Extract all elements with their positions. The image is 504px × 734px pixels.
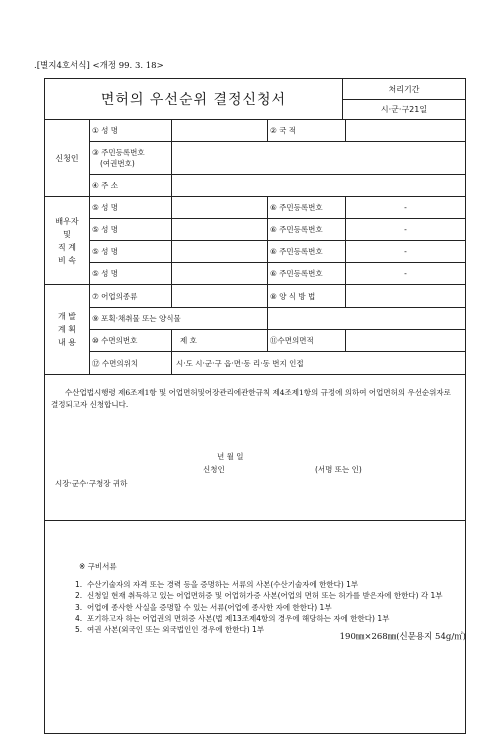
- spouse-row: [90, 197, 465, 219]
- applicant-name-label: ① 성 명: [90, 120, 172, 141]
- spouse-name-field[interactable]: [172, 219, 268, 240]
- spouse-id-field[interactable]: -: [404, 225, 407, 234]
- culture-method-field[interactable]: [346, 285, 465, 307]
- spouse-id-field[interactable]: -: [404, 269, 407, 278]
- development-label-line: 계 획: [58, 325, 76, 334]
- list-item-number: 1.: [75, 580, 83, 589]
- applicant-address-field[interactable]: [172, 175, 465, 196]
- addressee: 시장·군수·구청장 귀하: [55, 479, 128, 488]
- catch-field[interactable]: [268, 308, 465, 329]
- water-location-label: ⑫ 수면의위치: [90, 352, 172, 374]
- list-item-text: 수산기술자의 자격 또는 경력 등을 증명하는 서류의 사본(수산기술자에 한한다) 1부: [87, 580, 359, 589]
- spouse-name-label: ⑤ 성 명: [90, 197, 172, 218]
- development-label-line: 내 용: [58, 338, 76, 347]
- spouse-name-label: ⑤ 성 명: [90, 241, 172, 262]
- spouse-row: [90, 219, 465, 241]
- spouse-id-label: ⑥ 주민등록번호: [268, 241, 346, 262]
- catch-row: [90, 308, 465, 330]
- processing-period: [343, 79, 465, 119]
- passport-label-text: (여권번호): [100, 159, 135, 168]
- form-title: 면허의 우선순위 결정신청서: [45, 79, 343, 119]
- culture-method-label: ⑧ 양 식 방 법: [268, 285, 346, 307]
- list-item-number: 2.: [75, 591, 83, 601]
- spouse-label-line: 배우자: [55, 216, 79, 226]
- development-group-label: [45, 285, 90, 374]
- list-item-number: 4.: [75, 613, 83, 623]
- water-location-row: [90, 352, 465, 374]
- applicant-name-row: [90, 120, 465, 142]
- title-row: [45, 79, 465, 120]
- applicant-name-field[interactable]: [172, 120, 268, 141]
- fishery-type-field[interactable]: [172, 285, 268, 307]
- spouse-row: [90, 263, 465, 284]
- processing-period-value: 시·군·구21일: [380, 105, 428, 114]
- spouse-label-line: 비 속: [58, 255, 76, 265]
- applicant-id-row: [90, 142, 465, 175]
- water-number-field[interactable]: 제 호: [172, 330, 268, 351]
- form-number-note: .[별지4호서식] <개정 99. 3. 18>: [34, 61, 164, 71]
- spouse-id-field[interactable]: -: [404, 247, 407, 256]
- list-item: [75, 590, 459, 601]
- applicant-id-field[interactable]: [172, 142, 465, 174]
- signature-or-seal-label: (서명 또는 인): [315, 465, 362, 474]
- applicant-id-label-text: ③ 주민등록번호: [92, 148, 145, 157]
- applicant-group-label: 신청인: [45, 120, 90, 196]
- spouse-name-field[interactable]: [172, 241, 268, 262]
- list-item-number: 3.: [75, 602, 83, 612]
- water-area-label: ⑪수면의면적: [268, 330, 346, 351]
- processing-period-label: 처리기간: [343, 79, 465, 100]
- spouse-id-field[interactable]: -: [404, 203, 407, 212]
- statement-text: 수산업법시행령 제6조제1항 및 어업면허및어장관리에관한규칙 제4조제1항의 규정에 의하여 어업면허의 우선순위자로 결정되고자 신청합니다.: [51, 388, 451, 409]
- fishery-type-label: ⑦ 어업의종류: [90, 285, 172, 307]
- nationality-label: ② 국 적: [268, 120, 346, 141]
- spouse-name-label: ⑤ 성 명: [90, 263, 172, 284]
- applicant-signature-label: 신청인: [203, 465, 225, 474]
- applicant-address-row: [90, 175, 465, 196]
- list-item: [75, 602, 459, 613]
- list-item-text: 신청일 현재 취득하고 있는 어업면허증 및 어업허가증 사본(어업의 면허 또는 허가를 받은자에 한한다) 각 1부: [87, 591, 443, 601]
- water-location-field[interactable]: 시·도 시·군·구 읍·면·동 리·동 번지 인접: [176, 358, 304, 368]
- list-item-text: 포기하고자 하는 어업권의 면허증 사본(법 제13조제4항의 경우에 해당하는 자에 한한다) 1부: [87, 613, 390, 623]
- development-label-line: 개 발: [58, 312, 76, 321]
- required-documents-section: [45, 521, 465, 733]
- spouse-label-line: 및: [63, 229, 71, 239]
- spouse-label-line: 직 계: [58, 242, 76, 252]
- spouse-id-label: ⑥ 주민등록번호: [268, 219, 346, 240]
- water-number-row: [90, 330, 465, 352]
- development-section: [45, 285, 465, 375]
- list-item-text: 어업에 종사한 사실을 증명할 수 있는 서류(어업에 종사한 자에 한한다) 1부: [87, 602, 332, 612]
- fishery-type-row: [90, 285, 465, 308]
- list-item: [75, 613, 459, 624]
- applicant-address-label: ④ 주 소: [90, 175, 172, 196]
- statement-section: [45, 375, 465, 521]
- applicant-id-label: [90, 142, 172, 174]
- catch-label: ⑨ 포획·채취물 또는 양식물: [90, 308, 268, 329]
- application-date: 년 월 일: [217, 452, 244, 461]
- list-item-number: 5.: [75, 625, 83, 635]
- spouse-group-label: [45, 197, 90, 284]
- spouse-name-label: ⑤ 성 명: [90, 219, 172, 240]
- spouse-section: [45, 197, 465, 285]
- required-documents-list: [75, 579, 459, 635]
- spouse-name-field[interactable]: [172, 263, 268, 284]
- spouse-row: [90, 241, 465, 263]
- paper-spec-footer: 190㎜×268㎜(신문용지 54g/㎡): [339, 632, 466, 642]
- required-documents-title: ※ 구비서류: [79, 562, 117, 571]
- water-area-field[interactable]: [346, 330, 465, 351]
- list-item: [75, 579, 459, 590]
- nationality-field[interactable]: [346, 120, 465, 141]
- list-item-text: 여권 사본(외국인 또는 외국법인인 경우에 한한다) 1부: [87, 625, 265, 635]
- water-number-label: ⑩ 수면의번호: [90, 330, 172, 351]
- applicant-section: [45, 120, 465, 197]
- spouse-name-field[interactable]: [172, 197, 268, 218]
- spouse-id-label: ⑥ 주민등록번호: [268, 197, 346, 218]
- spouse-id-label: ⑥ 주민등록번호: [268, 263, 346, 284]
